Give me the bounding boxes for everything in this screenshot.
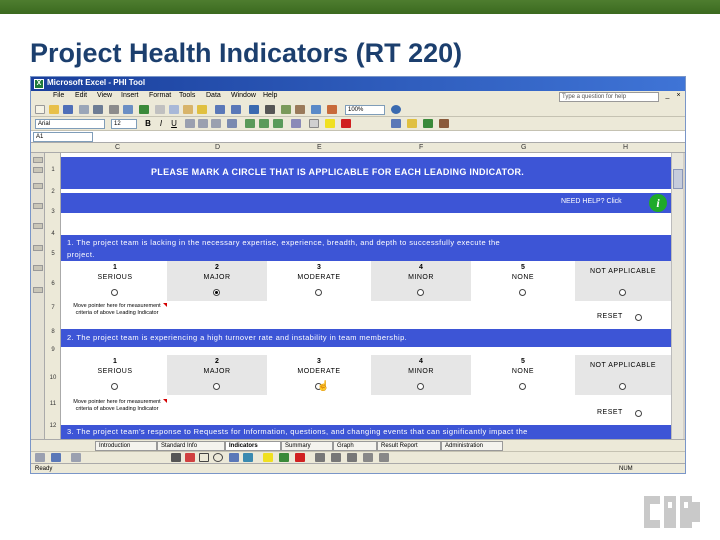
font-name-select[interactable]: Arial (35, 119, 105, 129)
arrow-style-icon[interactable] (347, 453, 357, 462)
line-style-icon[interactable] (315, 453, 325, 462)
radio-row (61, 285, 671, 301)
radio-cell (575, 285, 671, 301)
spelling-icon[interactable] (139, 105, 149, 114)
scale-number: 2 (215, 264, 219, 271)
hand-cursor-icon: ☝ (317, 381, 330, 392)
question-text: 2. The project team is experiencing a high turnover rate and instability in team membership. (67, 333, 408, 342)
check-box-icon[interactable] (423, 119, 433, 128)
indent-icon[interactable] (291, 119, 301, 128)
column-header[interactable]: E (317, 144, 322, 151)
redo-icon[interactable] (231, 105, 241, 114)
scale-label: MINOR (408, 274, 434, 281)
column-header[interactable]: D (215, 144, 221, 151)
print-icon[interactable] (109, 105, 119, 114)
radio-serious[interactable] (111, 383, 118, 390)
scale-label: MODERATE (297, 368, 341, 375)
radio-moderate[interactable] (315, 289, 322, 296)
column-header[interactable]: C (115, 144, 121, 151)
help-prompt: NEED HELP? Click (561, 198, 622, 205)
scale-number: 5 (521, 264, 525, 271)
row-header[interactable]: 1 (51, 167, 55, 173)
column-header[interactable]: H (623, 144, 629, 151)
scale-option-major (167, 355, 267, 379)
email-icon[interactable] (93, 105, 103, 114)
menu-bar (31, 91, 685, 103)
scale-label: NOT APPLICABLE (589, 362, 656, 369)
drawing-icon[interactable] (327, 105, 337, 114)
radio-cell (371, 285, 471, 301)
comment-indicator-icon (163, 303, 167, 307)
align-center-icon[interactable] (198, 119, 208, 128)
scale-number: 4 (419, 264, 423, 271)
name-box[interactable]: A1 (33, 132, 93, 142)
scale-number: 4 (419, 358, 423, 365)
italic-icon[interactable]: I (159, 119, 163, 128)
outline-icon[interactable] (33, 157, 43, 163)
scale-number: 1 (113, 358, 117, 365)
shadow-icon[interactable] (363, 453, 373, 462)
info-icon[interactable]: i (649, 194, 667, 212)
row-header[interactable]: 5 (51, 251, 55, 257)
rectangle-icon[interactable] (199, 453, 209, 462)
reset-label: RESET (597, 409, 623, 416)
copy-icon[interactable] (169, 105, 179, 114)
tab-summary[interactable]: Summary (281, 441, 333, 451)
scale-option-serious (65, 261, 165, 285)
permission-icon[interactable] (79, 105, 89, 114)
radio-none[interactable] (519, 383, 526, 390)
menu-insert[interactable]: Insert (121, 92, 139, 99)
wordart-icon[interactable] (243, 453, 253, 462)
align-left-icon[interactable] (185, 119, 195, 128)
radio-row (61, 379, 671, 395)
scale-label: MODERATE (297, 274, 341, 281)
column-header[interactable]: G (521, 144, 527, 151)
radio-cell (65, 285, 165, 301)
outline-icon[interactable] (33, 183, 43, 189)
radio-cell (371, 379, 471, 395)
radio-not-applicable[interactable] (619, 383, 626, 390)
scale-number: 3 (317, 264, 321, 271)
outline-icon[interactable] (33, 203, 43, 209)
row-header[interactable]: 11 (49, 401, 57, 407)
slide-title: Project Health Indicators (RT 220) (30, 38, 463, 68)
scale-row (61, 261, 671, 285)
cut-icon[interactable] (155, 105, 165, 114)
row-header[interactable]: 6 (51, 281, 55, 287)
menu-tools[interactable]: Tools (179, 92, 196, 99)
outline-icon[interactable] (33, 223, 43, 229)
scale-option-not-applicable (575, 355, 671, 379)
scale-label: NONE (511, 368, 535, 375)
radio-major[interactable] (213, 383, 220, 390)
currency-icon[interactable] (245, 119, 255, 128)
radio-reset[interactable] (635, 314, 642, 321)
scale-option-moderate (269, 261, 369, 285)
scale-option-not-applicable (575, 261, 671, 285)
oval-icon[interactable] (213, 453, 223, 462)
instruction-banner (61, 157, 671, 189)
measurement-criteria-note[interactable]: Move pointer here for measurement criteria of above Leading Indicator (73, 399, 161, 412)
draw-menu-icon[interactable] (35, 453, 45, 462)
outline-icon[interactable] (33, 287, 43, 293)
question-text: 1. The project team is lacking in the necessary expertise, experience, breadth, and depth to successfully execute the (67, 238, 501, 247)
standard-toolbar (31, 103, 685, 117)
tab-administration[interactable]: Administration (441, 441, 503, 451)
scale-label: MAJOR (203, 274, 231, 281)
scale-label: NONE (511, 274, 535, 281)
tab-result-report[interactable]: Result Report (377, 441, 441, 451)
scale-label: NOT APPLICABLE (589, 268, 656, 275)
scroll-thumb[interactable] (673, 169, 683, 189)
radio-major[interactable] (213, 289, 220, 296)
instruction-text: PLEASE MARK A CIRCLE THAT IS APPLICABLE FOR EACH LEADING INDICATOR. (151, 167, 525, 177)
radio-reset[interactable] (635, 410, 642, 417)
select-objects-icon[interactable] (51, 453, 61, 462)
help-icon[interactable] (391, 105, 401, 114)
scale-option-minor (371, 355, 471, 379)
tab-graph[interactable]: Graph (333, 441, 377, 451)
tab-indicators[interactable]: Indicators (225, 441, 281, 451)
row-header[interactable]: 10 (49, 375, 57, 381)
reset-label: RESET (597, 313, 623, 320)
scale-option-minor (371, 261, 471, 285)
radio-cell (473, 285, 573, 301)
help-question-input[interactable]: Type a question for help (559, 92, 659, 102)
row-header[interactable]: 9 (51, 347, 55, 353)
borders-icon[interactable] (309, 119, 319, 128)
status-bar (31, 463, 685, 474)
window-title: Microsoft Excel - PHI Tool (47, 78, 146, 87)
underline-icon[interactable]: U (171, 119, 177, 128)
arrow-icon[interactable] (185, 453, 195, 462)
radio-cell (575, 379, 671, 395)
scale-option-none (473, 355, 573, 379)
menu-file[interactable]: File (53, 92, 65, 99)
font-color-icon[interactable] (295, 453, 305, 462)
scale-label: MAJOR (203, 368, 231, 375)
undo-icon[interactable] (215, 105, 225, 114)
sheet-tabs (31, 439, 685, 451)
status-ready: Ready (35, 466, 53, 472)
outline-icon[interactable] (33, 167, 43, 173)
status-num: NUM (619, 466, 633, 472)
scale-label: SERIOUS (97, 368, 133, 375)
menu-data[interactable]: Data (206, 92, 221, 99)
font-size-select[interactable]: 12 (111, 119, 137, 129)
column-headers (31, 143, 685, 153)
radio-serious[interactable] (111, 289, 118, 296)
scale-number: 5 (521, 358, 525, 365)
excel-window (30, 76, 686, 474)
scale-option-moderate (269, 355, 369, 379)
sort-ascending-icon[interactable] (281, 105, 291, 114)
scale-label: SERIOUS (97, 274, 133, 281)
row-header[interactable]: 8 (51, 329, 55, 335)
row-header[interactable]: 3 (51, 209, 55, 215)
scale-option-none (473, 261, 573, 285)
scale-label: MINOR (408, 368, 434, 375)
fill-color-icon[interactable] (263, 453, 273, 462)
dash-style-icon[interactable] (331, 453, 341, 462)
option-button-icon[interactable] (439, 119, 449, 128)
format-painter-icon[interactable] (197, 105, 207, 114)
radio-not-applicable[interactable] (619, 289, 626, 296)
paste-icon[interactable] (183, 105, 193, 114)
scale-number: 3 (317, 358, 321, 365)
scale-option-major (167, 261, 267, 285)
fill-color-icon[interactable] (325, 119, 335, 128)
radio-cell (167, 285, 267, 301)
print-preview-icon[interactable] (123, 105, 133, 114)
3d-icon[interactable] (379, 453, 389, 462)
row-header[interactable]: 12 (49, 423, 57, 429)
radio-cell (65, 379, 165, 395)
formula-bar (31, 131, 685, 143)
measurement-criteria-note[interactable]: Move pointer here for measurement criteria of above Leading Indicator (73, 303, 161, 316)
row-headers (45, 153, 61, 453)
vertical-scrollbar[interactable] (671, 153, 683, 439)
row-header[interactable]: 7 (51, 305, 55, 311)
radio-cell (473, 379, 573, 395)
comment-indicator-icon (163, 399, 167, 403)
menu-view[interactable]: View (97, 92, 113, 99)
radio-minor[interactable] (417, 383, 424, 390)
scale-row (61, 355, 671, 379)
line-color-icon[interactable] (279, 453, 289, 462)
help-banner (61, 193, 671, 213)
zoom-select[interactable]: 100% (345, 105, 385, 115)
menu-help[interactable]: Help (263, 92, 278, 99)
drawing-toolbar (31, 451, 685, 463)
radio-cell (167, 379, 267, 395)
sort-descending-icon[interactable] (295, 105, 305, 114)
minimize-icon[interactable]: _ (665, 92, 670, 99)
outline-icon[interactable] (33, 245, 43, 251)
textbox-icon[interactable] (229, 453, 239, 462)
question-text: 3. The project team's response to Requests for Information, questions, and changing events that can significantly impact the (67, 427, 528, 436)
outline-gutter (31, 153, 45, 453)
scale-option-serious (65, 355, 165, 379)
save-icon[interactable] (63, 105, 73, 114)
percent-icon[interactable] (259, 119, 269, 128)
close-icon[interactable]: × (676, 92, 681, 99)
open-icon[interactable] (49, 105, 59, 114)
forms-icon[interactable] (391, 119, 401, 128)
menu-window[interactable]: Window (231, 92, 256, 99)
chart-wizard-icon[interactable] (311, 105, 321, 114)
worksheet (61, 153, 671, 439)
radio-minor[interactable] (417, 289, 424, 296)
bold-icon[interactable]: B (145, 119, 151, 128)
font-color-icon[interactable] (341, 119, 351, 128)
tab-introduction[interactable]: Introduction (95, 441, 157, 451)
hyperlink-icon[interactable] (249, 105, 259, 114)
menu-edit[interactable]: Edit (75, 92, 88, 99)
question-3-banner (61, 425, 671, 439)
control-icon[interactable] (407, 119, 417, 128)
row-header[interactable]: 4 (51, 231, 55, 237)
column-header[interactable]: F (419, 144, 424, 151)
radio-none[interactable] (519, 289, 526, 296)
scale-number: 2 (215, 358, 219, 365)
radio-cell (269, 379, 369, 395)
question-1-banner (61, 235, 671, 261)
radio-cell (269, 285, 369, 301)
scale-number: 1 (113, 264, 117, 271)
slide-top-bar (0, 0, 720, 14)
align-right-icon[interactable] (211, 119, 221, 128)
menu-format[interactable]: Format (149, 92, 172, 99)
new-icon[interactable] (35, 105, 45, 114)
outline-icon[interactable] (33, 265, 43, 271)
question-2-banner (61, 329, 671, 347)
row-header[interactable]: 2 (51, 189, 55, 195)
question-text: project. (67, 250, 95, 259)
merge-center-icon[interactable] (227, 119, 237, 128)
line-icon[interactable] (171, 453, 181, 462)
tab-standard-info[interactable]: Standard Info (157, 441, 225, 451)
autosum-icon[interactable] (265, 105, 275, 114)
comma-icon[interactable] (273, 119, 283, 128)
formatting-toolbar (31, 117, 685, 131)
excel-app-icon: X (34, 79, 44, 89)
autoshapes-icon[interactable] (71, 453, 81, 462)
window-titlebar (31, 77, 685, 91)
cii-logo (644, 494, 700, 530)
